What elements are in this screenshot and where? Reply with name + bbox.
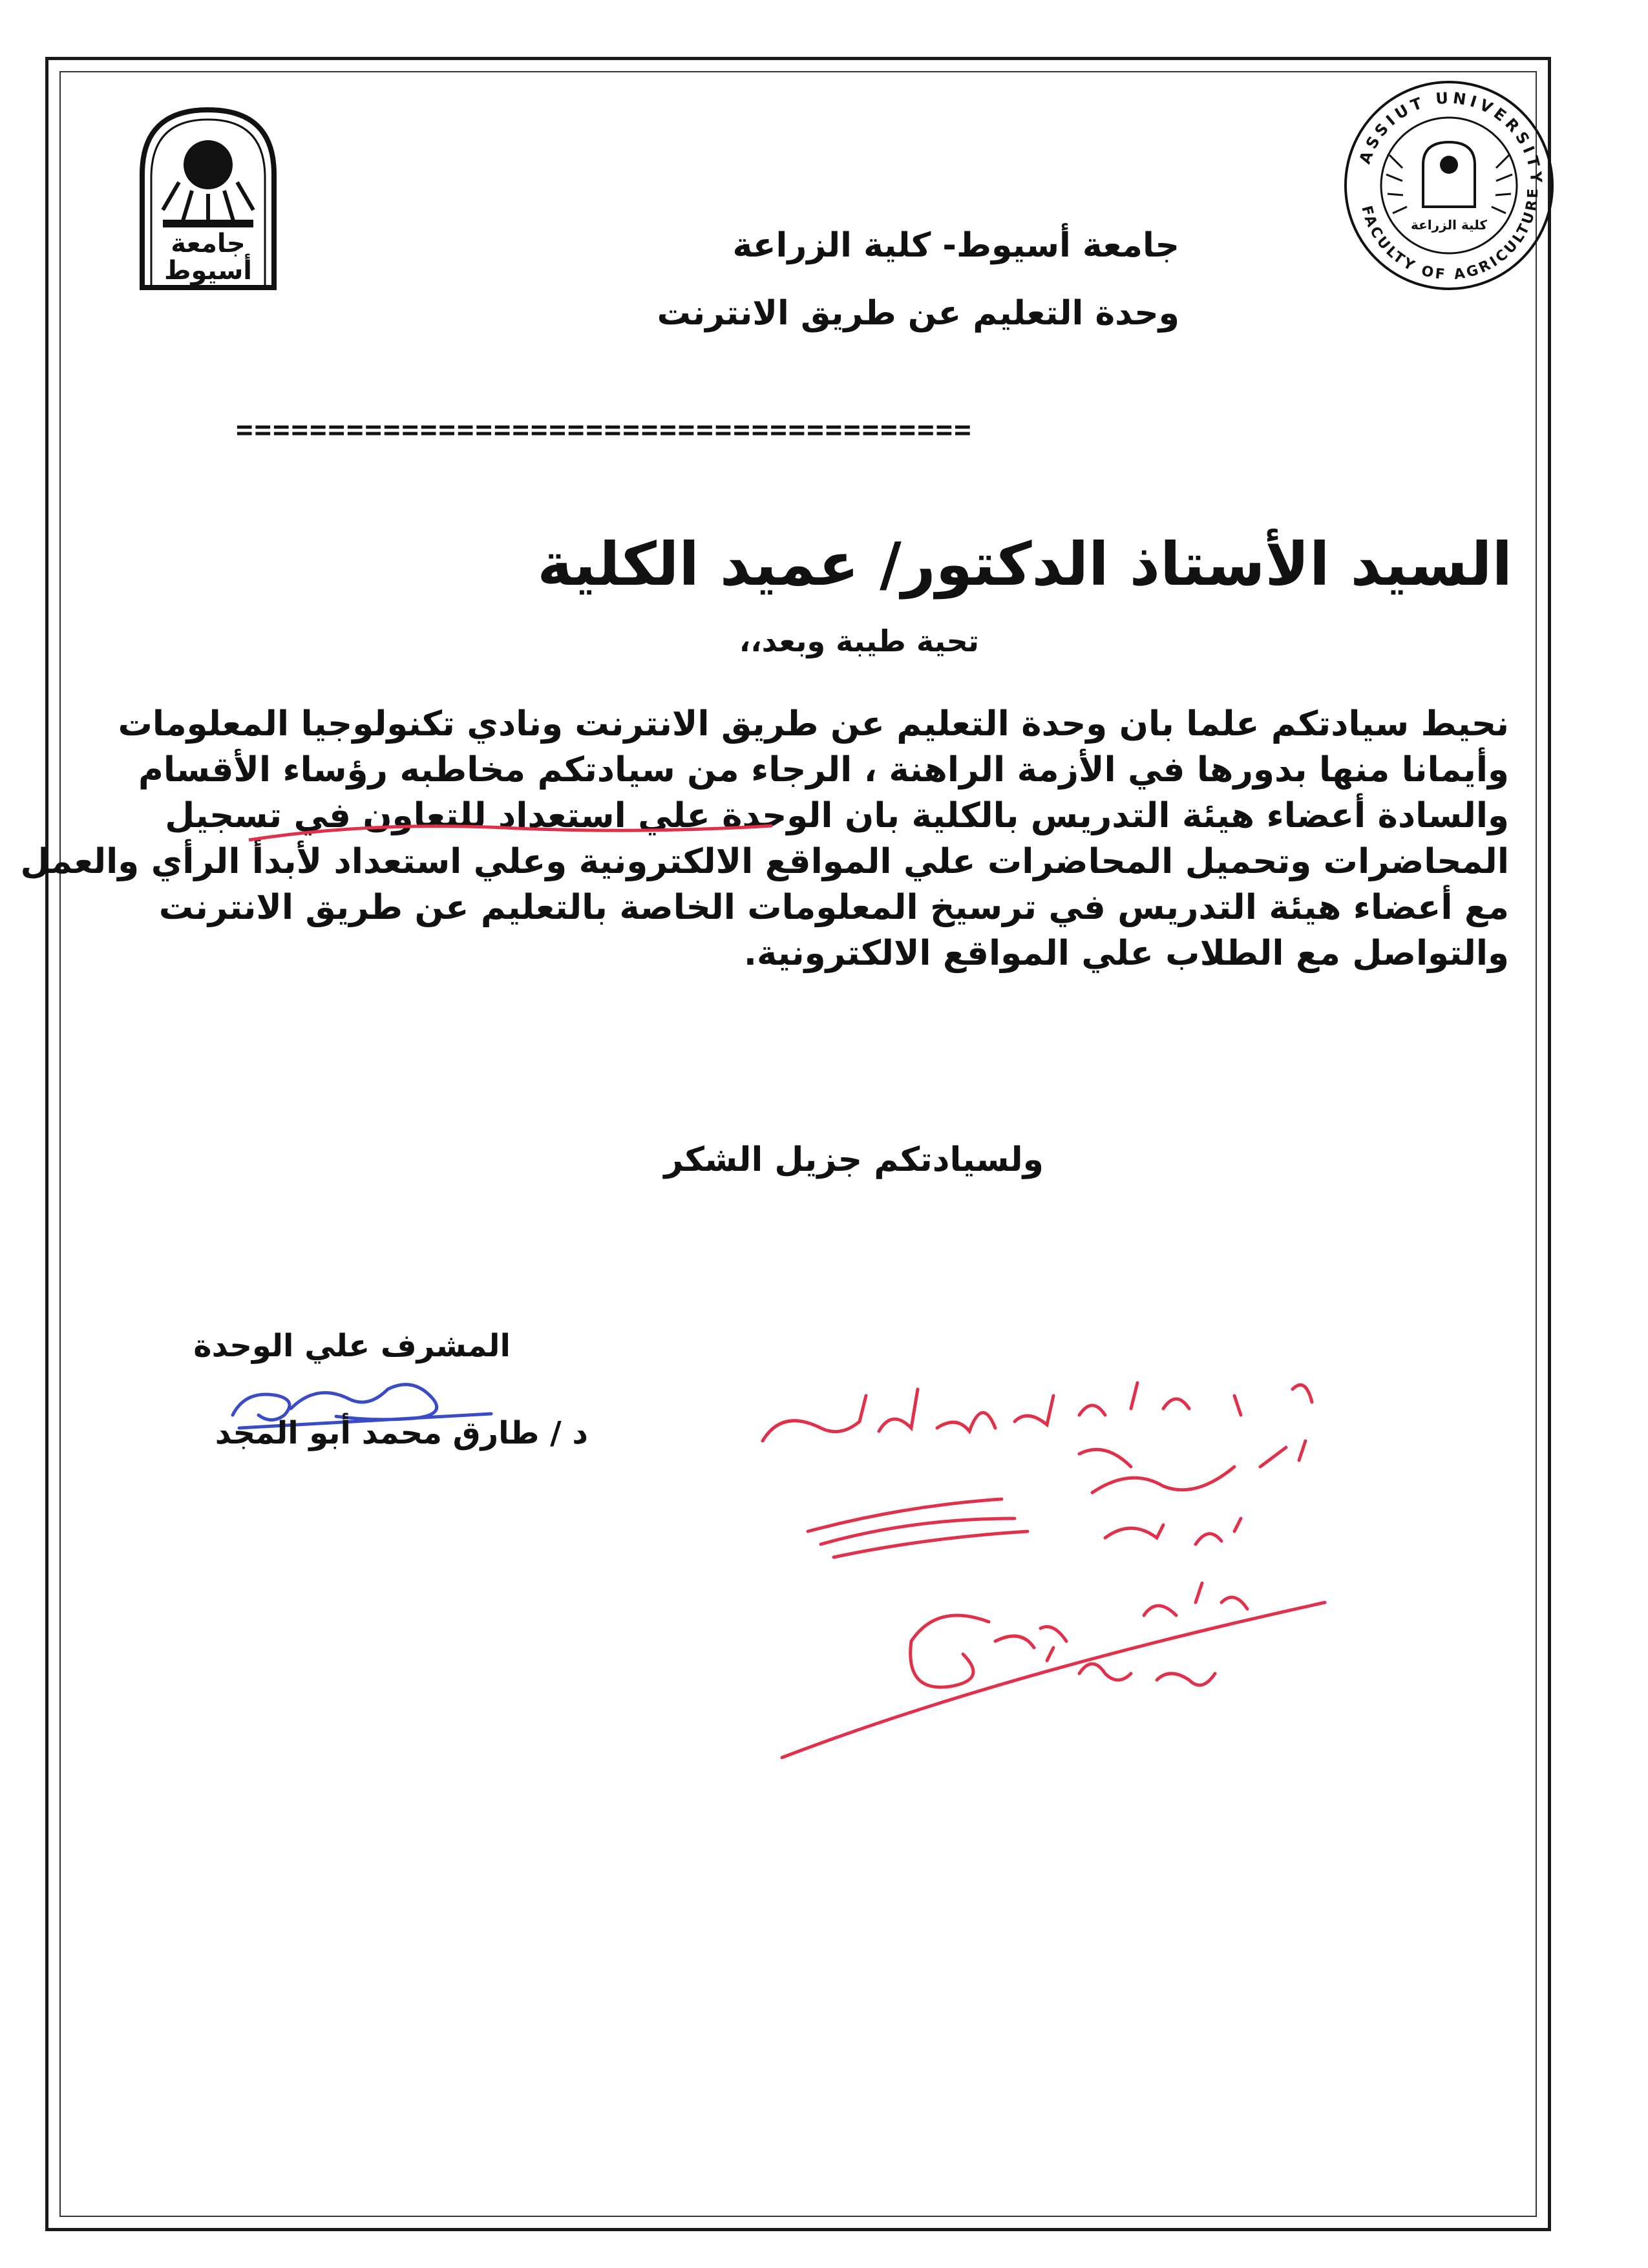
assiut-university-logo <box>137 103 279 291</box>
svg-text:جامعة: جامعة <box>171 229 246 258</box>
body-line: وأيمانا منها بدورها في الأزمة الراهنة ، الرجاء من سيادتكم مخاطبه رؤساء الأقسام <box>138 750 1509 790</box>
header-unit-name: وحدة التعليم عن طريق الانترنت <box>657 294 1179 333</box>
supervisor-name: د / طارق محمد أبو المجد <box>215 1415 588 1451</box>
body-line: والتواصل مع الطلاب علي المواقع الالكترونية. <box>743 934 1509 973</box>
svg-text:FACULTY OF AGRICULTURE: FACULTY OF AGRICULTURE <box>1358 185 1542 284</box>
supervisor-title: المشرف علي الوحدة <box>193 1328 511 1364</box>
svg-text:أسيوط: أسيوط <box>164 256 252 286</box>
header-separator: ======================================== <box>236 414 973 446</box>
body-line: مع أعضاء هيئة التدريس في ترسيخ المعلومات الخاصة بالتعليم عن طريق الانترنت <box>158 888 1509 927</box>
svg-text:كلية الزراعة: كلية الزراعة <box>1410 217 1488 233</box>
body-line: المحاضرات وتحميل المحاضرات علي المواقع الالكترونية وعلي استعداد لأبدأ الرأي والعمل <box>20 842 1509 881</box>
red-underline-mark <box>246 814 776 853</box>
handwritten-red-annotation <box>743 1370 1357 1783</box>
header-university-faculty: جامعة أسيوط- كلية الزراعة <box>732 226 1179 265</box>
letter-greeting: تحية طيبة وبعد،، <box>739 624 979 658</box>
letter-closing: ولسيادتكم جزيل الشكر <box>664 1140 1044 1179</box>
letter-addressee: السيد الأستاذ الدكتور/ عميد الكلية <box>537 530 1512 599</box>
faculty-of-agriculture-seal <box>1341 78 1558 294</box>
body-line: والسادة أعضاء هيئة التدريس بالكلية بان الوحدة علي استعداد للتعاون في تسجيل <box>165 796 1509 835</box>
body-line: نحيط سيادتكم علما بان وحدة التعليم عن طريق الانترنت ونادي تكنولوجيا المعلومات <box>118 704 1509 744</box>
svg-text:ASSIUT UNIVERSITY: ASSIUT UNIVERSITY <box>1355 89 1546 187</box>
